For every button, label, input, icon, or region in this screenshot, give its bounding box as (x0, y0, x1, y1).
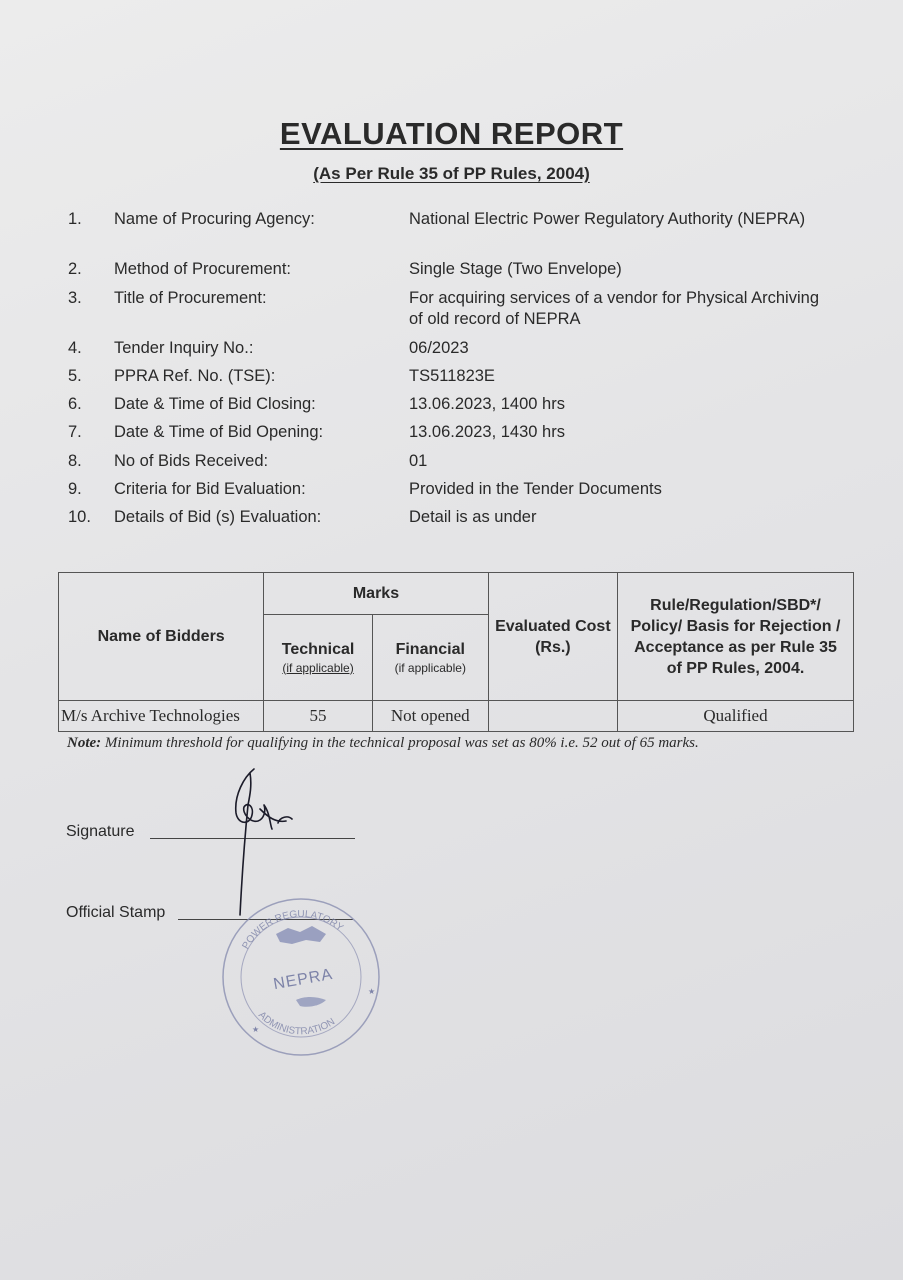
item-number: 4. (68, 339, 82, 357)
item-value: Provided in the Tender Documents (409, 480, 662, 498)
item-number: 6. (68, 395, 82, 413)
item-value: 13.06.2023, 1430 hrs (409, 423, 565, 441)
financial-note: (if applicable) (394, 660, 466, 675)
official-stamp-label: Official Stamp (66, 904, 166, 921)
item-number: 5. (68, 367, 82, 385)
column-header-name: Name of Bidders (59, 573, 264, 701)
technical-note: (if applicable) (282, 660, 354, 675)
bidder-name-cell: M/s Archive Technologies (59, 701, 264, 732)
evaluated-cost-cell (488, 701, 617, 732)
details-list (0, 0, 903, 540)
technical-label: Technical (281, 640, 355, 658)
financial-label: Financial (395, 640, 465, 658)
item-label: PPRA Ref. No. (TSE): (114, 367, 276, 385)
stamp-ring-top: POWER REGULATORY (240, 908, 346, 952)
item-value: National Electric Power Regulatory Authority (NEPRA) (409, 210, 806, 228)
report-subtitle: (As Per Rule 35 of PP Rules, 2004) (313, 164, 590, 183)
item-value: 01 (409, 452, 428, 470)
column-header-rule: Rule/Regulation/SBD*/ Policy/ Basis for Rejection / Acceptance as per Rule 35 of PP Rules, 2004. (618, 573, 854, 701)
item-value: 13.06.2023, 1400 hrs (409, 395, 565, 413)
stamp-star-icon: ★ (368, 987, 376, 996)
stamp-star-icon: ★ (252, 1025, 260, 1034)
item-value: For acquiring services of a vendor for Physical Archiving of old record of NEPRA (409, 289, 819, 328)
item-value: TS511823E (409, 367, 495, 385)
item-number: 2. (68, 260, 82, 278)
table-row (59, 701, 854, 732)
signature-label: Signature (66, 823, 135, 840)
financial-marks-cell: Not opened (372, 701, 488, 732)
report-title: EVALUATION REPORT (279, 116, 624, 151)
bid-evaluation-table (58, 572, 854, 732)
item-number: 8. (68, 452, 82, 470)
item-number: 7. (68, 423, 82, 441)
item-label: Date & Time of Bid Closing: (114, 395, 316, 413)
item-label: No of Bids Received: (114, 452, 269, 470)
item-number: 3. (68, 289, 82, 307)
stamp-ring-bottom: ADMINISTRATION (255, 1009, 338, 1038)
item-label: Title of Procurement: (114, 289, 267, 307)
item-number: 1. (68, 210, 82, 228)
column-header-cost: Evaluated Cost (Rs.) (488, 573, 617, 701)
note-label: Note: (67, 735, 102, 751)
item-label: Tender Inquiry No.: (114, 339, 254, 357)
stamp-emblem-icon (276, 926, 326, 944)
item-value: 06/2023 (409, 339, 469, 357)
item-label: Criteria for Bid Evaluation: (114, 480, 306, 498)
item-label: Details of Bid (s) Evaluation: (114, 508, 322, 526)
item-value: Single Stage (Two Envelope) (409, 260, 622, 278)
item-number: 9. (68, 480, 82, 498)
item-value: Detail is as under (409, 508, 537, 526)
item-number: 10. (68, 508, 91, 526)
item-label: Name of Procuring Agency: (114, 210, 315, 228)
note (67, 735, 867, 752)
item-label: Date & Time of Bid Opening: (114, 423, 324, 441)
official-stamp (216, 892, 386, 1057)
column-header-financial (372, 615, 488, 701)
stamp-center-text: NEPRA (272, 965, 335, 994)
column-header-marks: Marks (264, 573, 488, 615)
status-cell: Qualified (618, 701, 854, 732)
note-text: Minimum threshold for qualifying in the technical proposal was set as 80% i.e. 52 out of 65 marks. (104, 735, 699, 751)
technical-marks-cell: 55 (264, 701, 373, 732)
item-label: Method of Procurement: (114, 260, 292, 278)
column-header-technical (264, 615, 373, 701)
stamp-mark-icon (296, 997, 326, 1007)
